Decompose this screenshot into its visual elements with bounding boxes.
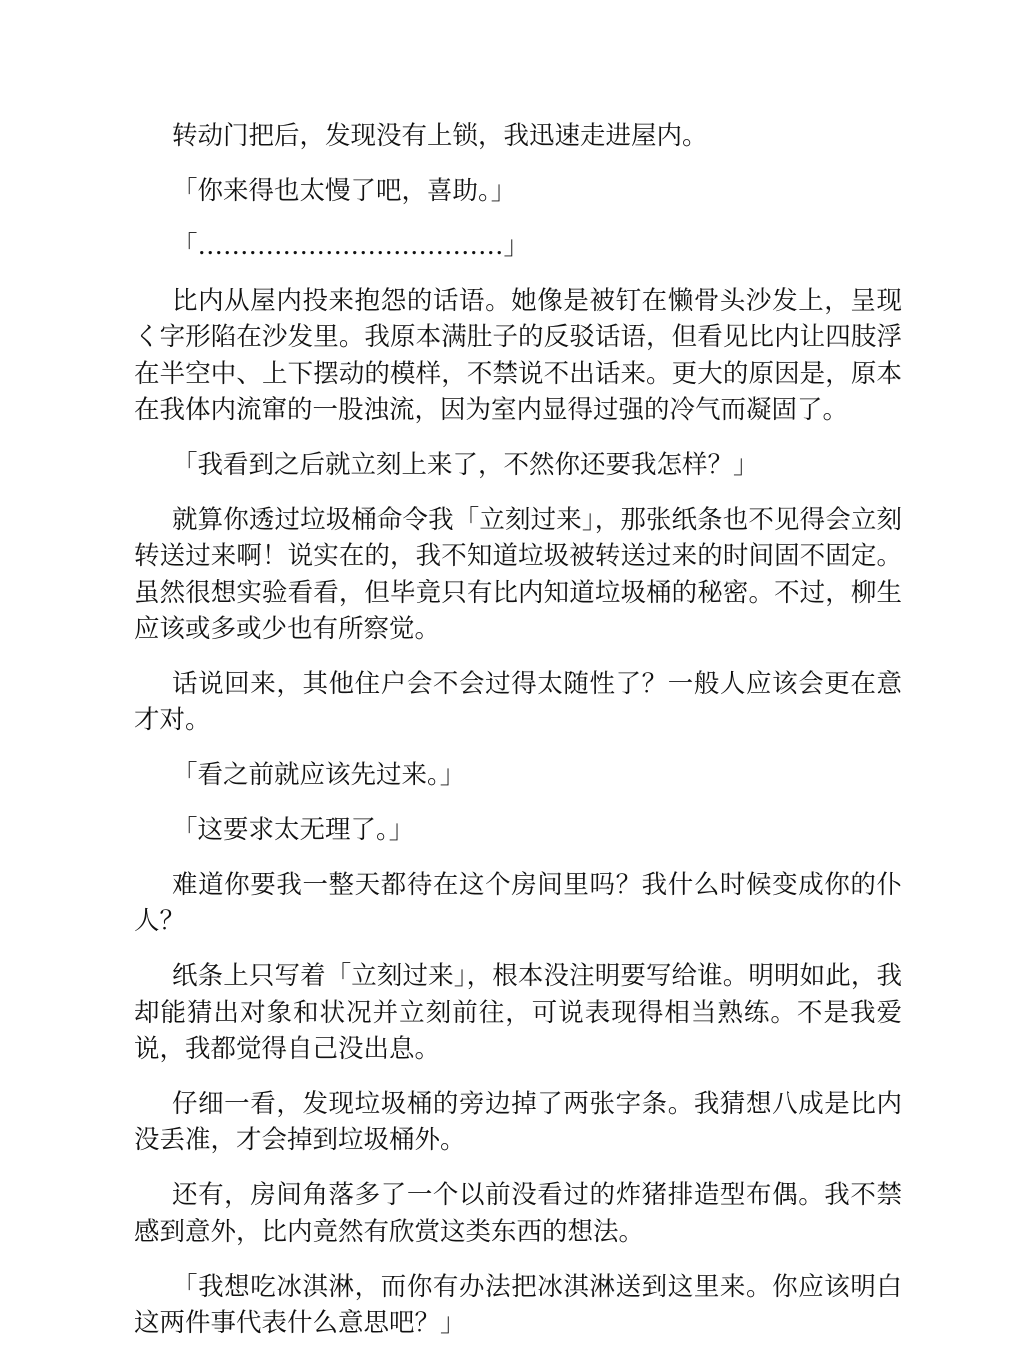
- paragraph: 仔细一看，发现垃圾桶的旁边掉了两张字条。我猜想八成是比内没丢准，才会掉到垃圾桶外。: [134, 1089, 902, 1156]
- dialogue-paragraph: 「这要求太无理了。」: [172, 815, 415, 846]
- dialogue-paragraph: 「你来得也太慢了吧，喜助。」: [172, 175, 517, 206]
- dialogue-paragraph: 「………………………………」: [172, 230, 530, 261]
- paragraph: 难道你要我一整天都待在这个房间里吗？我什么时候变成你的仆人？: [134, 870, 902, 937]
- paragraph: 话说回来，其他住户会不会过得太随性了？一般人应该会更在意才对。: [134, 668, 902, 736]
- dialogue-paragraph: 「我看到之后就立刻上来了，不然你还要我怎样？」: [172, 449, 759, 480]
- paragraph: 纸条上只写着「立刻过来」，根本没注明要写给谁。明明如此，我却能猜出对象和状况并立刻前往，可说表现得相当熟练。不是我爱说，我都觉得自己没出息。: [134, 961, 902, 1065]
- paragraph: 比内从屋内投来抱怨的话语。她像是被钉在懒骨头沙发上，呈现く字形陷在沙发里。我原本满肚子的反驳话语，但看见比内让四肢浮在半空中、上下摆动的模样，不禁说不出话来。更大的原因是，原本在我体内流窜的一股浊流，因为室内显得过强的冷气而凝固了。: [134, 285, 902, 425]
- paragraph: 转动门把后，发现没有上锁，我迅速走进屋内。: [172, 121, 708, 151]
- body-text: [134, 118, 902, 1360]
- dialogue-paragraph: 「我想吃冰淇淋，而你有办法把冰淇淋送到这里来。你应该明白这两件事代表什么意思吧？」: [134, 1271, 902, 1339]
- dialogue-paragraph: 「看之前就应该先过来。」: [172, 760, 466, 791]
- paragraph: 还有，房间角落多了一个以前没看过的炸猪排造型布偶。我不禁感到意外，比内竟然有欣赏这类东西的想法。: [134, 1180, 902, 1247]
- paragraph: 就算你透过垃圾桶命令我「立刻过来」，那张纸条也不见得会立刻转送过来啊！说实在的，我不知道垃圾被转送过来的时间固不固定。虽然很想实验看看，但毕竟只有比内知道垃圾桶的秘密。不过，柳生应该或多或少也有所察觉。: [134, 504, 902, 644]
